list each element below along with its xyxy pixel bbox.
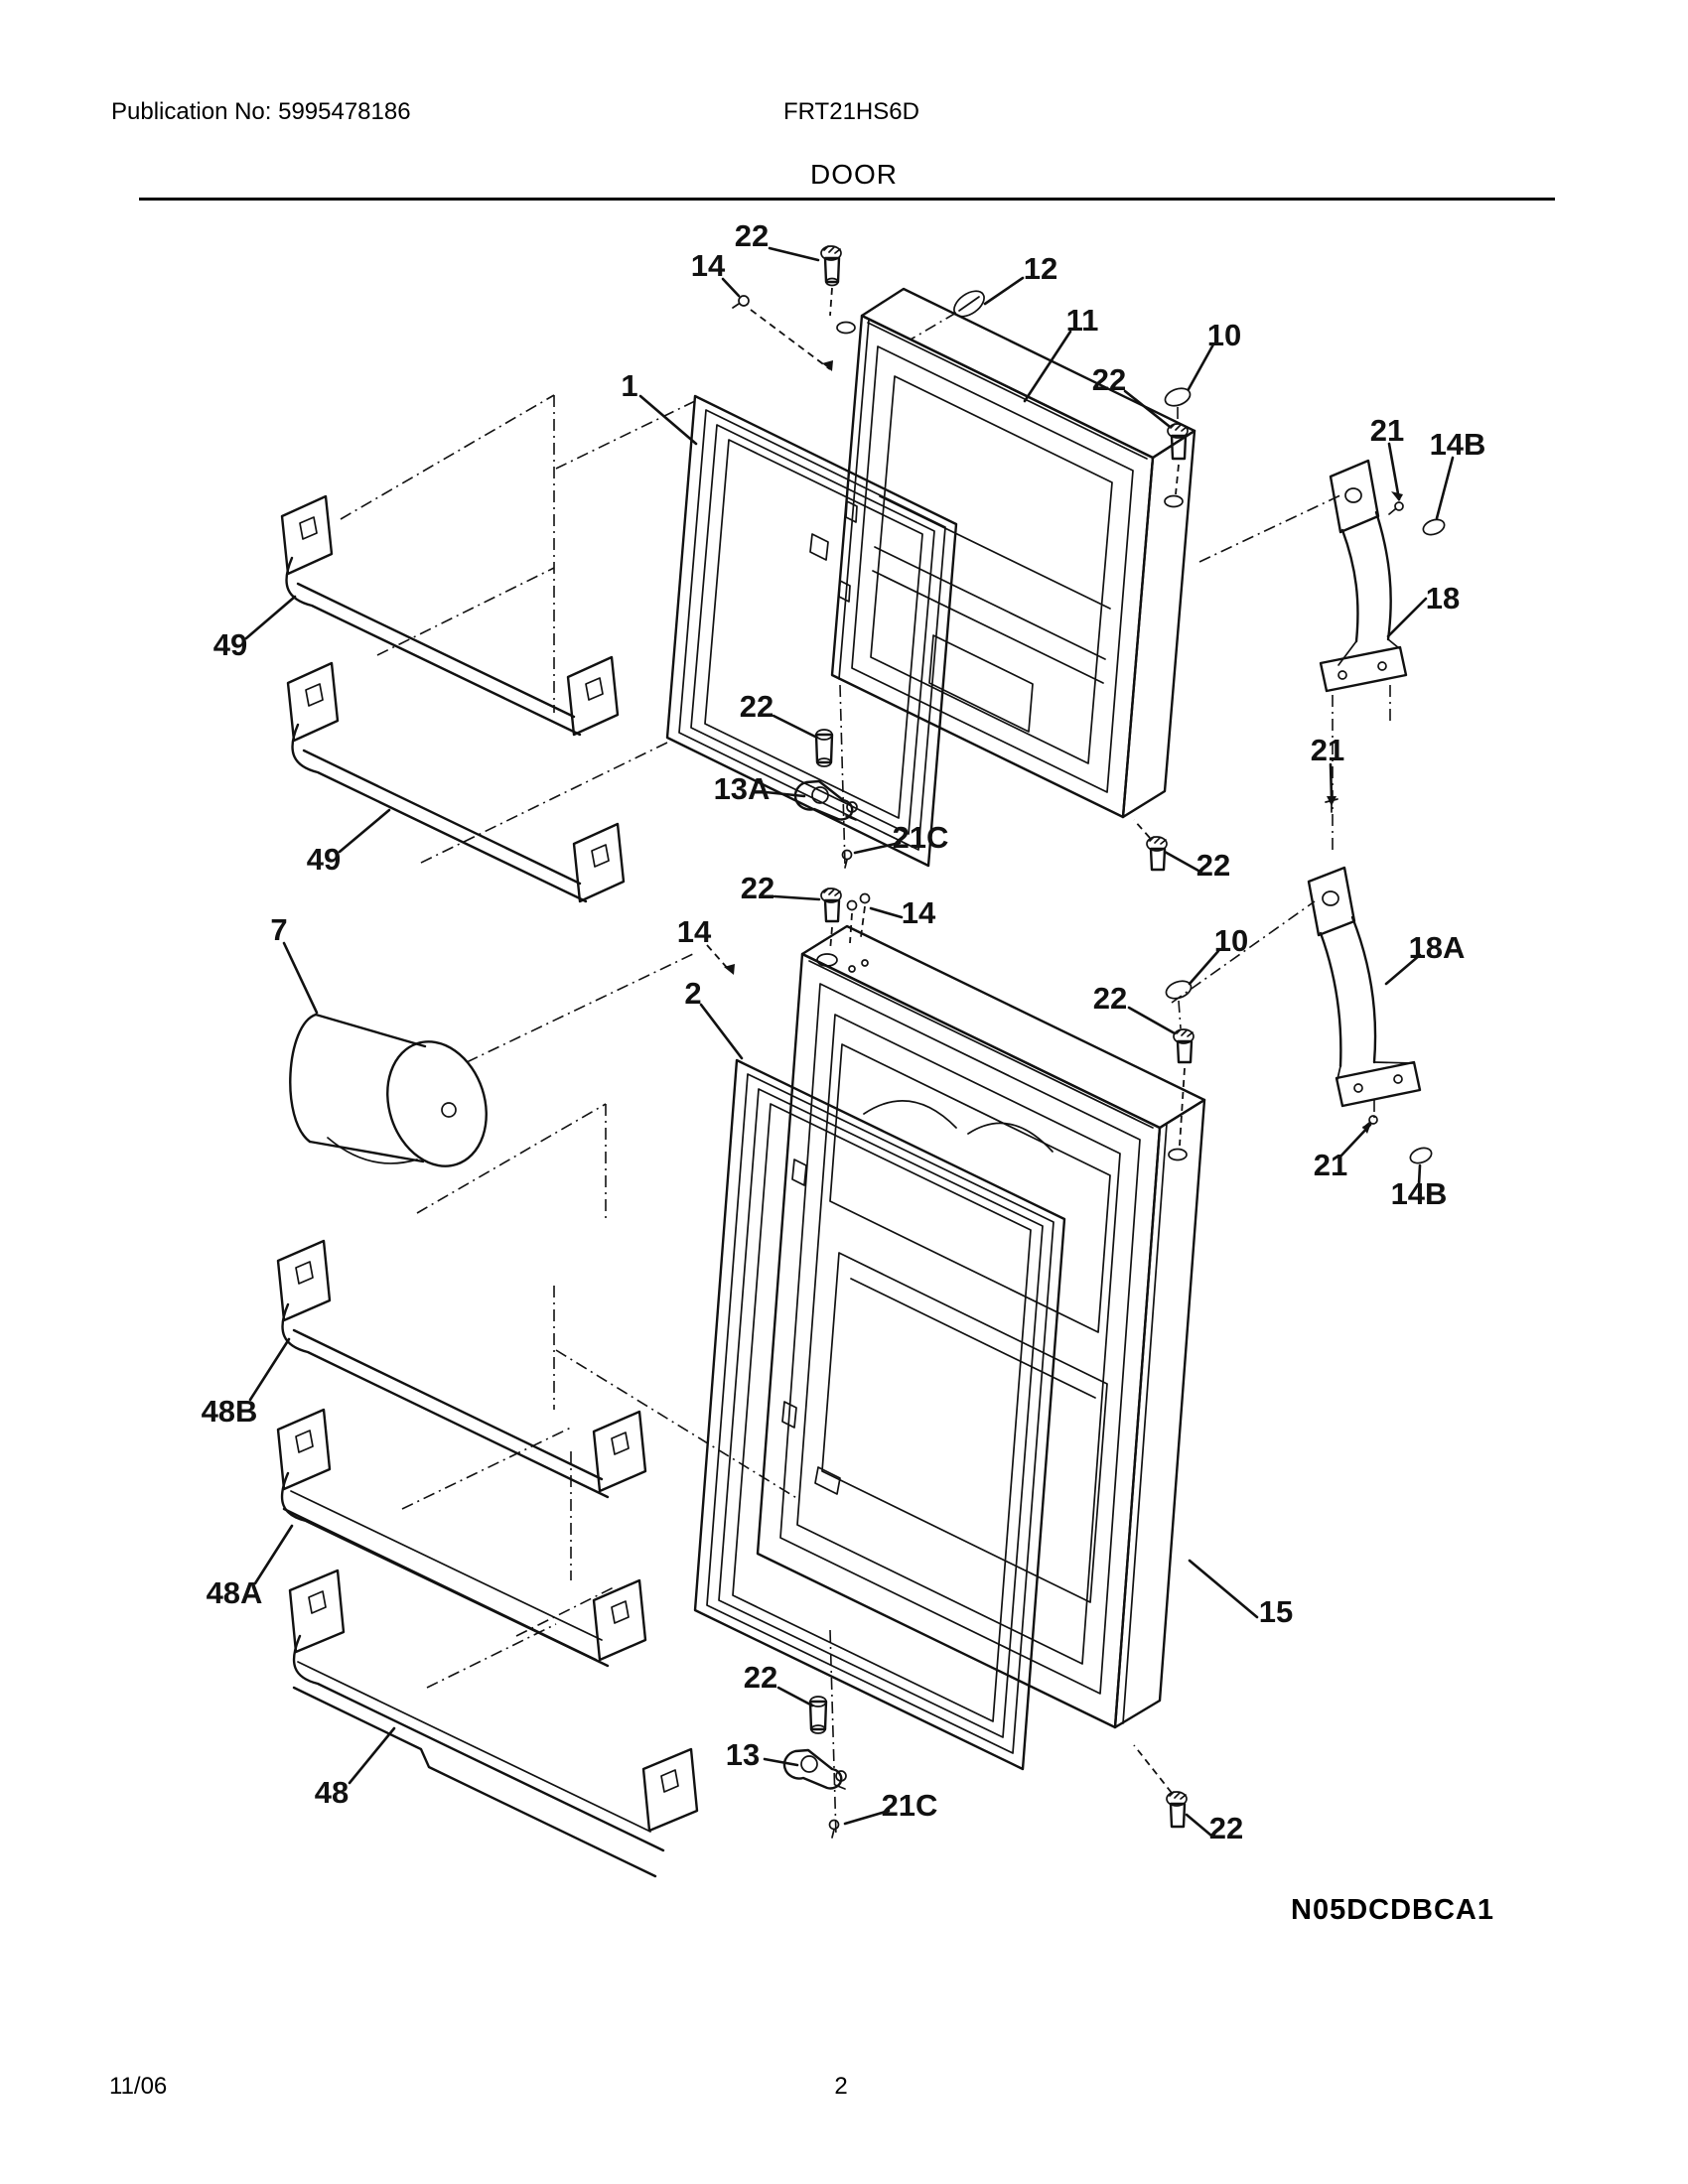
part-label-21C: 21C (881, 1788, 938, 1824)
fresh-door-handle (1309, 868, 1420, 1106)
part-label-14B: 14B (1390, 1176, 1448, 1212)
part-label-22: 22 (1208, 1811, 1244, 1846)
screw-14-top-left (733, 296, 833, 371)
fresh-door-panel (758, 926, 1204, 1727)
part-label-14: 14 (690, 248, 726, 284)
screw-21C-mid (843, 851, 852, 869)
part-label-22: 22 (1196, 848, 1231, 884)
freezer-door-panel (810, 289, 1195, 817)
part-label-49: 49 (306, 842, 342, 878)
plug-10-bottom (1164, 978, 1194, 1028)
part-number-labels (202, 218, 1486, 1845)
part-label-14: 14 (901, 895, 936, 931)
part-label-2: 2 (684, 976, 702, 1012)
door-shelf-rail-48 (290, 1570, 697, 1876)
part-label-22: 22 (743, 1660, 778, 1696)
part-label-12: 12 (1023, 251, 1058, 287)
page-title: DOOR (810, 159, 898, 190)
footer-date: 11/06 (109, 2073, 168, 2100)
part-label-48A: 48A (206, 1575, 263, 1611)
part-label-49: 49 (212, 627, 248, 663)
shoulder-screw-22-mid-right (1134, 820, 1167, 870)
part-label-21: 21 (1310, 733, 1345, 768)
part-label-22: 22 (1091, 362, 1127, 398)
freezer-shelf-rail-upper (282, 496, 618, 735)
part-label-22: 22 (739, 689, 774, 725)
spacer-22-bottom (810, 1697, 826, 1733)
drawing-number: N05DCDBCA1 (1291, 1894, 1494, 1926)
plug-14B-bottom (1408, 1146, 1433, 1166)
door-shelf-rail-48B (278, 1241, 645, 1497)
part-label-21C: 21C (892, 820, 949, 856)
part-label-48: 48 (314, 1775, 350, 1811)
part-label-7: 7 (270, 912, 288, 948)
screw-21-top (1389, 491, 1403, 514)
hinge-bearing-13 (784, 1750, 846, 1789)
part-label-22: 22 (734, 218, 770, 254)
shoulder-screw-22-top-right (1168, 424, 1188, 494)
part-label-10: 10 (1206, 318, 1242, 353)
screw-21C-bottom (830, 1821, 839, 1839)
part-label-14B: 14B (1429, 427, 1486, 463)
part-label-18A: 18A (1408, 930, 1466, 966)
footer-page-number: 2 (834, 2073, 848, 2100)
door-shelf-rail-48A (278, 1410, 645, 1666)
part-label-13: 13 (725, 1737, 761, 1773)
dairy-canister (290, 1015, 501, 1179)
part-label-48B: 48B (201, 1394, 258, 1430)
part-label-11: 11 (1065, 303, 1099, 339)
spacer-22-mid (816, 730, 832, 766)
part-label-15: 15 (1258, 1594, 1294, 1630)
publication-number: Publication No: 5995478186 (111, 98, 411, 125)
part-label-10: 10 (1213, 923, 1249, 959)
part-label-14: 14 (676, 914, 712, 950)
part-label-18: 18 (1425, 581, 1461, 616)
part-label-22: 22 (1092, 981, 1128, 1017)
model-number: FRT21HS6D (783, 98, 919, 125)
part-label-13A: 13A (713, 771, 771, 807)
part-label-21: 21 (1369, 413, 1405, 449)
part-label-1: 1 (621, 368, 638, 404)
shoulder-screw-22-bottom-right (1134, 1745, 1187, 1827)
part-label-22: 22 (740, 871, 775, 906)
shoulder-screw-22-top-left (821, 246, 841, 316)
part-label-21: 21 (1313, 1148, 1348, 1183)
freezer-door-handle (1321, 461, 1406, 691)
plug-14B-top (1421, 517, 1446, 538)
alignment-lines (341, 395, 1390, 1837)
door-stop-12 (911, 286, 989, 340)
